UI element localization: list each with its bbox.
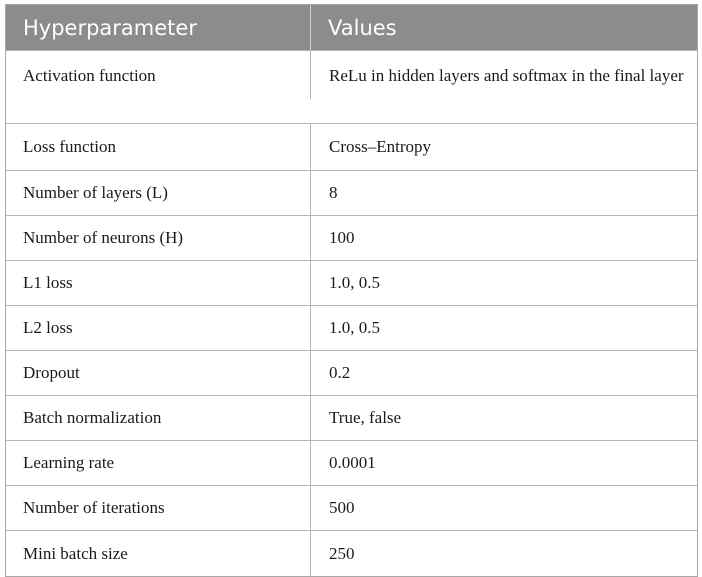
table-row — [6, 123, 697, 170]
table-row — [6, 395, 697, 440]
table-row — [6, 260, 697, 305]
cell-value: 0.2 — [310, 351, 697, 395]
table-row — [6, 215, 697, 260]
cell-hyperparameter: Dropout — [23, 363, 80, 382]
table-row — [6, 305, 697, 350]
table-row — [6, 440, 697, 485]
cell-hyperparameter: Loss function — [23, 137, 117, 156]
cell-value: 1.0, 0.5 — [310, 261, 697, 305]
cell-hyperparameter: Mini batch size — [23, 543, 128, 563]
header-hyperparameter: Hyperparameter — [23, 15, 197, 40]
cell-hyperparameter: L2 loss — [23, 318, 73, 337]
cell-hyperparameter: Batch normalization — [23, 408, 162, 427]
cell-hyperparameter: Activation function — [23, 66, 156, 85]
cell-value: 100 — [310, 216, 697, 260]
cell-value: 500 — [310, 486, 697, 530]
cell-value: Cross–Entropy — [310, 124, 697, 170]
cell-value: True, false — [310, 396, 697, 440]
table-row — [6, 170, 697, 215]
cell-hyperparameter: Number of iterations — [23, 498, 165, 517]
cell-value: 250 — [310, 531, 697, 576]
table-row — [6, 530, 697, 576]
cell-hyperparameter: Learning rate — [23, 453, 115, 472]
table-header — [6, 5, 697, 50]
cell-value: 0.0001 — [310, 441, 697, 485]
cell-value: ReLu in hidden layers and softmax in the final layer — [310, 51, 697, 99]
cell-hyperparameter: Number of neurons (H) — [23, 228, 184, 247]
table-row — [6, 50, 697, 123]
cell-hyperparameter: Number of layers (L) — [23, 183, 168, 202]
header-values: Values — [310, 5, 697, 50]
cell-value: 1.0, 0.5 — [310, 306, 697, 350]
cell-hyperparameter: L1 loss — [23, 273, 73, 292]
table-row — [6, 350, 697, 395]
hyperparameter-table — [5, 4, 698, 577]
table-row — [6, 485, 697, 530]
cell-value: 8 — [310, 171, 697, 215]
